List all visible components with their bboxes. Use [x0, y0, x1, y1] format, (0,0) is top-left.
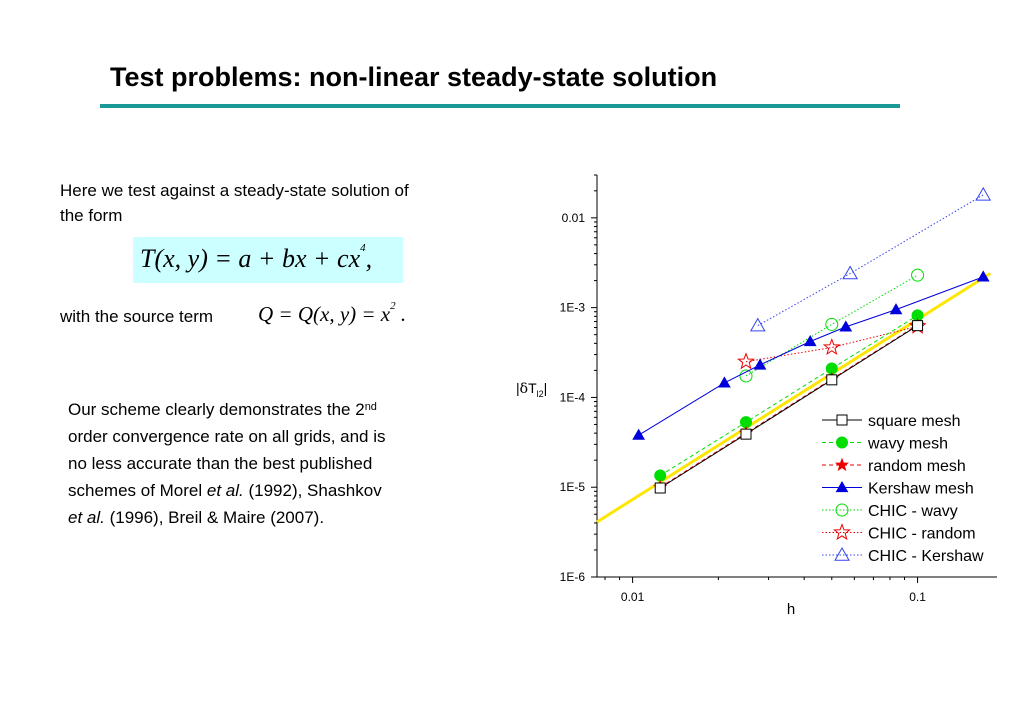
legend-label: CHIC - Kershaw — [868, 548, 984, 565]
conclusion-line-2: order convergence rate on all grids, and is — [68, 427, 386, 446]
data-point — [840, 321, 851, 331]
legend-marker — [837, 415, 847, 425]
data-point — [738, 354, 753, 369]
legend-item — [822, 525, 976, 543]
data-point — [976, 188, 990, 200]
legend-item — [822, 458, 966, 475]
chart-legend — [822, 413, 984, 565]
conclusion-et-al-1: et al. — [206, 481, 244, 500]
legend-label: CHIC - random — [868, 525, 976, 543]
data-point — [826, 318, 838, 330]
legend-marker — [836, 459, 847, 470]
conclusion-et-al-2: et al. — [68, 508, 105, 527]
x-tick-label: 0.1 — [909, 590, 926, 604]
conclusion-line-4a: schemes of Morel — [68, 481, 207, 500]
data-point — [741, 429, 751, 439]
source-term-label: with the source term — [60, 307, 214, 326]
conclusion-superscript: nd — [364, 401, 377, 413]
legend-marker — [837, 482, 848, 492]
legend-marker — [837, 437, 848, 448]
conclusion-line-4b: (1992), Shashkov — [243, 481, 382, 500]
y-tick-label: 1E-4 — [559, 390, 585, 405]
legend-label: CHIC - wavy — [868, 503, 958, 520]
conclusion-line-1: Our scheme clearly demonstrates the 2 — [68, 400, 365, 419]
y-tick-label: 1E-5 — [559, 480, 585, 495]
data-point — [719, 377, 730, 387]
data-point — [655, 483, 665, 493]
data-point — [912, 269, 924, 281]
y-label-delta: δ — [519, 381, 529, 397]
conclusion-line-5: (1996), Breil & Maire (2007). — [104, 508, 325, 527]
slide-title: Test problems: non-linear steady-state solution — [110, 62, 718, 92]
source-equation-body: Q = Q(x, y) = x — [258, 302, 391, 326]
intro-line-1: Here we test against a steady-state solution of — [60, 181, 409, 200]
series-line — [639, 277, 984, 435]
legend-item — [822, 503, 958, 520]
y-tick-label: 0.01 — [561, 210, 585, 225]
series-line — [746, 326, 918, 361]
legend-label: square mesh — [868, 413, 961, 430]
conclusion-line-3: no less accurate than the best published — [68, 454, 373, 473]
y-tick-label: 1E-3 — [559, 300, 585, 315]
y-tick-label: 1E-6 — [559, 570, 585, 584]
legend-marker — [836, 504, 848, 516]
series-line — [758, 195, 983, 326]
data-point — [755, 359, 766, 369]
x-axis-label: h — [786, 601, 796, 618]
source-equation-end: . — [400, 302, 407, 326]
data-point — [805, 336, 816, 346]
data-point — [843, 266, 857, 278]
data-point — [655, 470, 666, 481]
y-axis-label — [516, 380, 547, 399]
data-point — [827, 375, 837, 385]
legend-marker — [834, 525, 849, 540]
data-point — [633, 430, 644, 440]
y-label-open-bar: | — [516, 380, 520, 396]
legend-label: random mesh — [868, 458, 966, 475]
series-chic-random — [738, 318, 925, 368]
series-wavy-mesh — [655, 310, 923, 481]
series-chic-kershaw — [751, 188, 990, 331]
temperature-equation-body: T(x, y) = a + bx + cx — [140, 244, 361, 273]
y-label-close-bar: | — [543, 380, 548, 396]
x-tick-label: 0.01 — [620, 590, 645, 604]
data-point — [824, 340, 839, 354]
data-point — [890, 304, 901, 314]
legend-label: wavy mesh — [868, 435, 949, 453]
legend-item — [822, 413, 961, 430]
y-label-sub: l2 — [536, 389, 544, 399]
intro-line-2: the form — [60, 206, 123, 225]
legend-label: Kershaw mesh — [868, 480, 974, 498]
data-point — [913, 321, 923, 331]
temperature-equation-exponent: 4 — [360, 242, 366, 254]
source-equation-exponent: 2 — [390, 300, 396, 312]
y-label-T: T — [528, 380, 537, 396]
legend-item — [822, 481, 974, 498]
legend-marker — [835, 548, 849, 560]
data-point — [751, 319, 765, 331]
series-line — [746, 275, 918, 376]
legend-item — [822, 436, 948, 453]
temperature-equation-end: , — [365, 244, 373, 273]
legend-item — [822, 548, 984, 565]
